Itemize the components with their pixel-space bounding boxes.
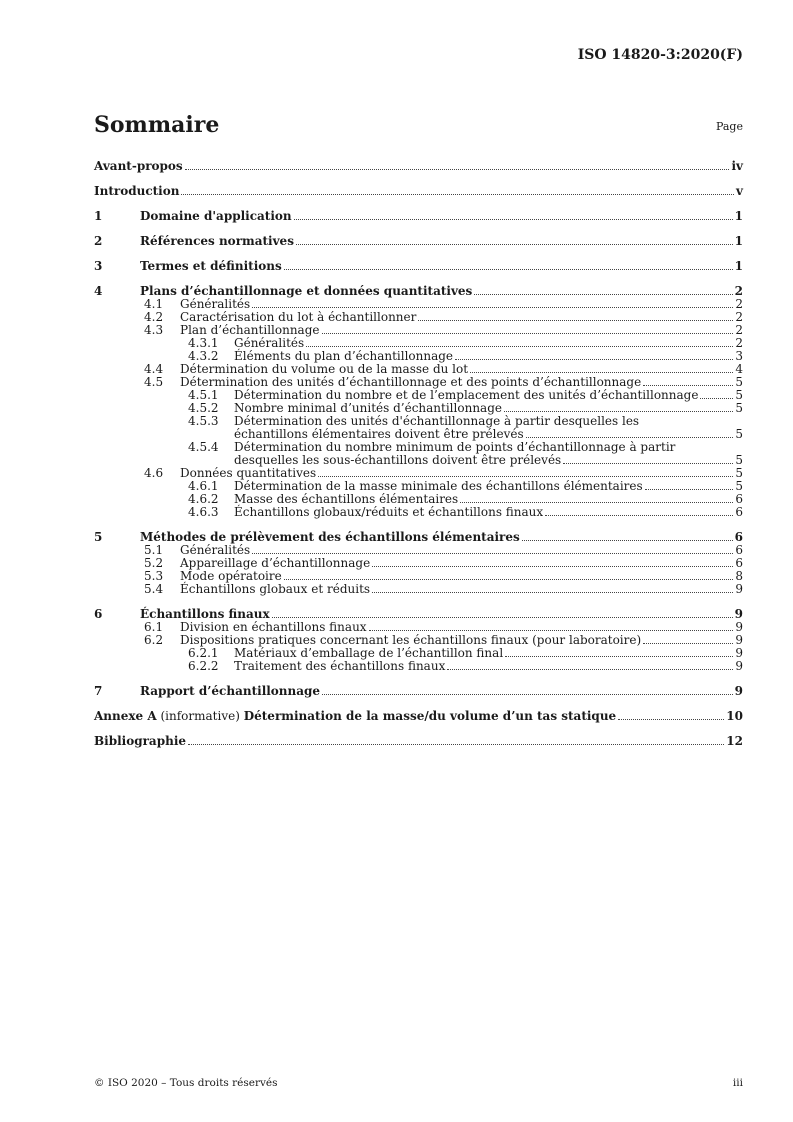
toc-entry-6-1[interactable]: 6.1 Division en échantillons finaux 9 xyxy=(144,620,743,634)
toc-entry-4-3-2[interactable]: 4.3.2 Éléments du plan d’échantillonnage 3 xyxy=(188,349,743,363)
toc-entry-4-6[interactable]: 4.6 Données quantitatives 5 xyxy=(144,466,743,480)
toc-entry-2[interactable]: 2 Références normatives 1 xyxy=(94,234,743,248)
table-of-contents xyxy=(94,160,743,748)
toc-entry-4-2[interactable]: 4.2 Caractérisation du lot à échantillonner 2 xyxy=(144,310,743,324)
toc-entry-6[interactable]: 6 Échantillons finaux 9 xyxy=(94,607,743,621)
document-id: ISO 14820-3:2020(F) xyxy=(577,47,743,63)
toc-entry-6-2-2[interactable]: 6.2.2 Traitement des échantillons finaux 9 xyxy=(188,659,743,673)
toc-entry-bibliographie[interactable]: Bibliographie 12 xyxy=(94,734,743,748)
toc-entry-introduction[interactable]: Introduction v xyxy=(94,184,743,198)
toc-entry-5-1[interactable]: 5.1 Généralités 6 xyxy=(144,543,743,557)
toc-entry-4-5-4[interactable]: 4.5.4 Détermination du nombre minimum de points d’échantillonnage à partir desquelles les sous-échantillons doivent être prélevés 5 xyxy=(188,440,743,467)
toc-entry-4-6-2[interactable]: 4.6.2 Masse des échantillons élémentaires 6 xyxy=(188,492,743,506)
toc-entry-annex-a[interactable]: Annexe A (informative) Détermination de la masse/du volume d’un tas statique 10 xyxy=(94,709,743,723)
toc-entry-4-5-3[interactable]: 4.5.3 Détermination des unités d'échantillonnage à partir desquelles les échantillons élémentaires doivent être prélevés 5 xyxy=(188,414,743,441)
toc-entry-6-2-1[interactable]: 6.2.1 Matériaux d’emballage de l’échantillon final 9 xyxy=(188,646,743,660)
toc-entry-4-1[interactable]: 4.1 Généralités 2 xyxy=(144,297,743,311)
page-title: Sommaire xyxy=(94,112,220,138)
toc-entry-3[interactable]: 3 Termes et définitions 1 xyxy=(94,259,743,273)
page-column-label: Page xyxy=(715,120,743,133)
toc-entry-4-3-1[interactable]: 4.3.1 Généralités 2 xyxy=(188,336,743,350)
toc-entry-4-3[interactable]: 4.3 Plan d’échantillonnage 2 xyxy=(144,323,743,337)
toc-entry-4[interactable]: 4 Plans d’échantillonnage et données quantitatives 2 xyxy=(94,284,743,298)
toc-entry-4-4[interactable]: 4.4 Détermination du volume ou de la masse du lot 4 xyxy=(144,362,743,376)
copyright-notice: © ISO 2020 – Tous droits réservés xyxy=(94,1077,278,1089)
toc-entry-4-5-2[interactable]: 4.5.2 Nombre minimal d’unités d’échantillonnage 5 xyxy=(188,401,743,415)
toc-entry-avant-propos[interactable]: Avant-propos iv xyxy=(94,159,743,173)
toc-entry-7[interactable]: 7 Rapport d’échantillonnage 9 xyxy=(94,684,743,698)
page-footer xyxy=(94,1077,743,1089)
toc-entry-5-2[interactable]: 5.2 Appareillage d’échantillonnage 6 xyxy=(144,556,743,570)
toc-entry-6-2[interactable]: 6.2 Dispositions pratiques concernant les échantillons finaux (pour laboratoire) 9 xyxy=(144,633,743,647)
toc-entry-1[interactable]: 1 Domaine d'application 1 xyxy=(94,209,743,223)
toc-entry-5-3[interactable]: 5.3 Mode opératoire 8 xyxy=(144,569,743,583)
toc-entry-4-5[interactable]: 4.5 Détermination des unités d’échantillonnage et des points d’échantillonnage 5 xyxy=(144,375,743,389)
page-number: iii xyxy=(732,1077,743,1089)
toc-entry-4-6-3[interactable]: 4.6.3 Échantillons globaux/réduits et échantillons finaux 6 xyxy=(188,505,743,519)
toc-entry-5[interactable]: 5 Méthodes de prélèvement des échantillons élémentaires 6 xyxy=(94,530,743,544)
toc-entry-5-4[interactable]: 5.4 Échantillons globaux et réduits 9 xyxy=(144,582,743,596)
toc-entry-4-6-1[interactable]: 4.6.1 Détermination de la masse minimale des échantillons élémentaires 5 xyxy=(188,479,743,493)
toc-entry-4-5-1[interactable]: 4.5.1 Détermination du nombre et de l’emplacement des unités d’échantillonnage 5 xyxy=(188,388,743,402)
